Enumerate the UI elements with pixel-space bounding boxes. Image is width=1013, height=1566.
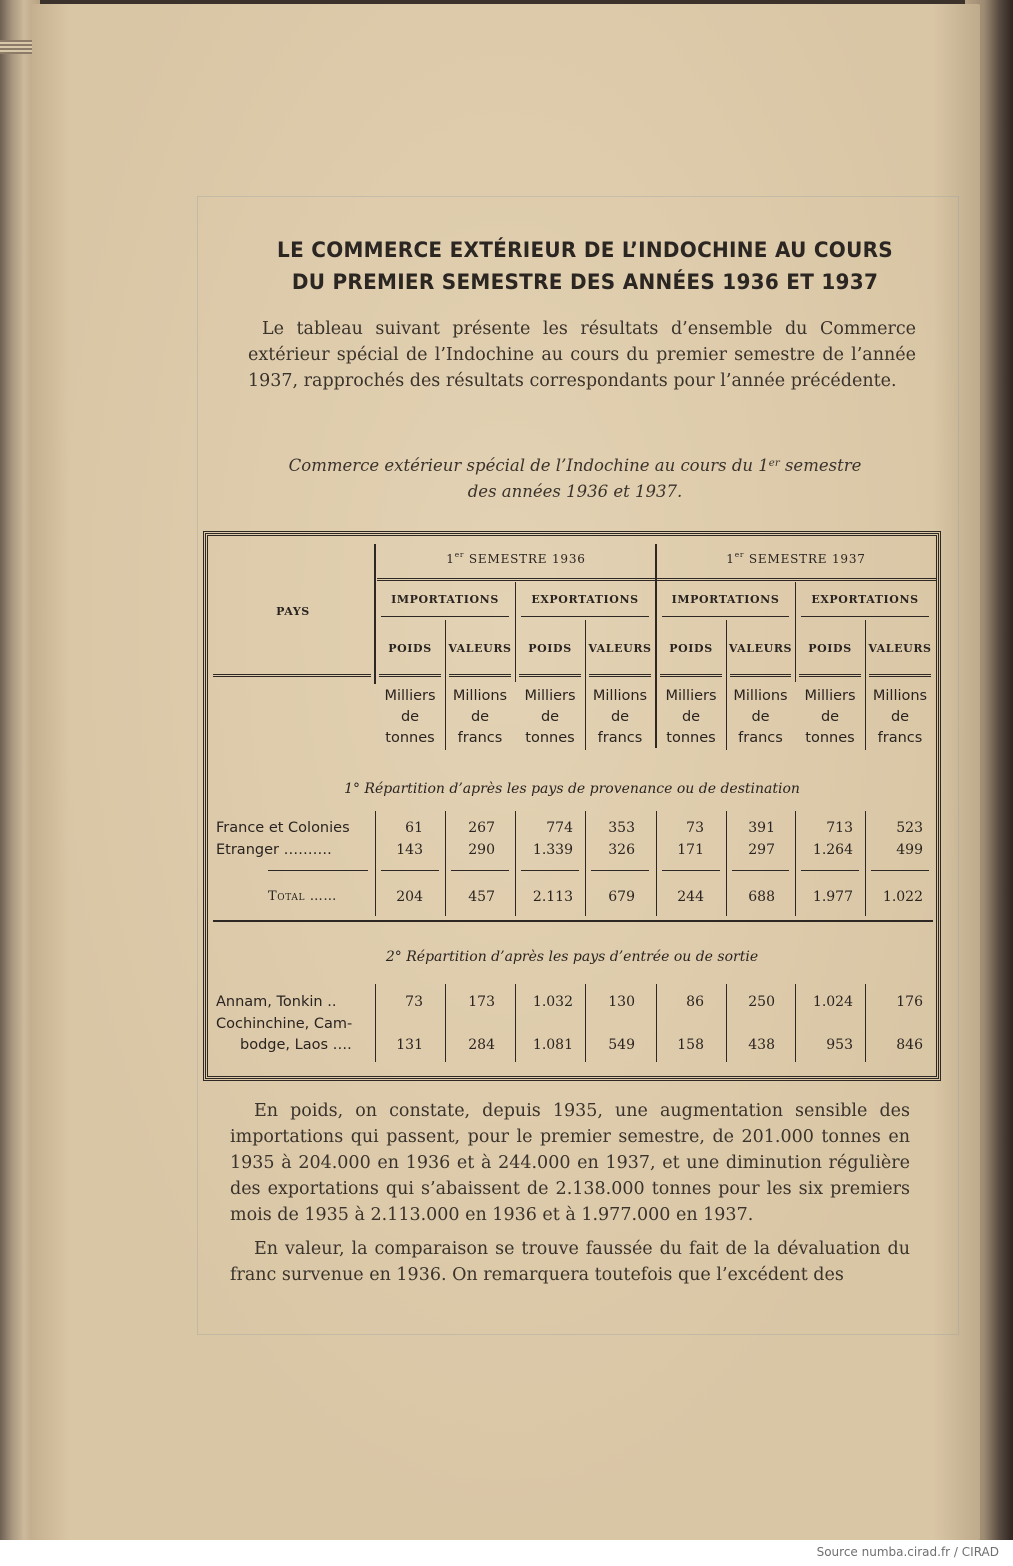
value-total: 457 bbox=[468, 889, 495, 905]
sub-underline bbox=[449, 674, 511, 675]
sub-header: VALEURS bbox=[868, 642, 932, 655]
unit-label: francs bbox=[738, 730, 783, 746]
sub-underline bbox=[660, 674, 722, 675]
value-france-colonies: 73 bbox=[686, 820, 704, 836]
group-underline bbox=[662, 616, 789, 617]
value-annam-tonkin: 1.032 bbox=[532, 994, 573, 1010]
source-credit: Source numba.cirad.fr / CIRAD bbox=[816, 1545, 999, 1559]
unit-label: Milliers bbox=[384, 688, 436, 704]
value-total: 1.977 bbox=[812, 889, 853, 905]
row-label-etranger: Etranger ………. bbox=[216, 842, 332, 858]
intro-paragraph: Le tableau suivant présente les résultats d’ensemble du Commerce extérieur spécial de l’Indochine au cours du premier semestre de l’année 1937, rapprochés des résultats correspondants pour l’année précédente. bbox=[248, 319, 916, 391]
sub-header: VALEURS bbox=[728, 642, 793, 655]
unit-label: Milliers bbox=[665, 688, 717, 704]
group-underline bbox=[381, 616, 509, 617]
unit-label: de bbox=[890, 709, 910, 725]
group-underline bbox=[521, 616, 649, 617]
value-total: 688 bbox=[748, 889, 775, 905]
value-total: 204 bbox=[396, 889, 423, 905]
value-cochinchine-cambodge-laos: 158 bbox=[677, 1037, 704, 1053]
unit-label: tonnes bbox=[525, 730, 575, 746]
value-france-colonies: 353 bbox=[608, 820, 635, 836]
value-annam-tonkin: 73 bbox=[405, 994, 423, 1010]
value-total: 244 bbox=[677, 889, 704, 905]
group-divider bbox=[795, 582, 796, 682]
paragraph-poids: En poids, on constate, depuis 1935, une augmentation sensible des importations qui passent, pour le premier semestre, de 201.000 tonnes en 1935 à 204.000 en 1936 et à 244.000 en 1937, et une diminution régulière des exportations qui s’abaissent de 2.138.000 tonnes pour les six premiers mois de 1935 à 2.113.000 en 1936 et à 1.977.000 en 1937. bbox=[230, 1101, 910, 1225]
unit-label: Millions bbox=[592, 688, 648, 704]
value-cochinchine-cambodge-laos: 549 bbox=[608, 1037, 635, 1053]
unit-label: Millions bbox=[452, 688, 508, 704]
total-rule bbox=[268, 870, 368, 871]
row-label-cochinchine-2: bodge, Laos …. bbox=[240, 1037, 352, 1053]
value-cochinchine-cambodge-laos: 1.081 bbox=[532, 1037, 573, 1053]
value-annam-tonkin: 250 bbox=[748, 994, 775, 1010]
group-header: IMPORTATIONS bbox=[391, 593, 499, 606]
group-divider bbox=[375, 582, 376, 682]
row-label-annam-tonkin: Annam, Tonkin .. bbox=[216, 994, 337, 1010]
group-divider bbox=[515, 582, 516, 682]
pays-header: PAYS bbox=[276, 605, 310, 618]
value-cochinchine-cambodge-laos: 846 bbox=[896, 1037, 923, 1053]
sub-underline bbox=[799, 674, 861, 675]
value-etranger: 171 bbox=[677, 842, 704, 858]
row-label-total: Total …… bbox=[268, 889, 337, 904]
row-label-france-colonies: France et Colonies bbox=[216, 820, 350, 836]
unit-label: francs bbox=[597, 730, 643, 746]
sub-underline bbox=[519, 674, 581, 675]
value-france-colonies: 523 bbox=[896, 820, 923, 836]
value-france-colonies: 391 bbox=[748, 820, 775, 836]
value-etranger: 1.264 bbox=[812, 842, 853, 858]
unit-label: de bbox=[540, 709, 560, 725]
sub-underline bbox=[519, 676, 581, 677]
unit-label: tonnes bbox=[666, 730, 716, 746]
value-annam-tonkin: 130 bbox=[608, 994, 635, 1010]
unit-label: Milliers bbox=[524, 688, 576, 704]
unit-label: tonnes bbox=[385, 730, 435, 746]
value-france-colonies: 267 bbox=[468, 820, 495, 836]
unit-label: francs bbox=[877, 730, 923, 746]
value-etranger: 1.339 bbox=[532, 842, 573, 858]
unit-label: de bbox=[470, 709, 490, 725]
value-france-colonies: 774 bbox=[546, 820, 573, 836]
title-line-2: DU PREMIER SEMESTRE DES ANNÉES 1936 ET 1937 bbox=[291, 270, 879, 295]
sub-header: POIDS bbox=[669, 642, 713, 655]
value-cochinchine-cambodge-laos: 953 bbox=[826, 1037, 853, 1053]
sub-underline bbox=[379, 676, 441, 677]
sub-underline bbox=[730, 676, 791, 677]
sub-underline bbox=[449, 676, 511, 677]
sub-underline bbox=[660, 676, 722, 677]
value-annam-tonkin: 173 bbox=[468, 994, 495, 1010]
sub-underline bbox=[589, 676, 651, 677]
sub-underline bbox=[799, 676, 861, 677]
unit-label: de bbox=[610, 709, 630, 725]
unit-label: de bbox=[820, 709, 840, 725]
paragraph-valeur: En valeur, la comparaison se trouve faussée du fait de la dévaluation du franc survenue en 1936. On remarquera toutefois que l’excédent des bbox=[230, 1239, 910, 1285]
table-caption: Commerce extérieur spécial de l’Indochine au cours du 1er semestre des années 1936 et 1937. bbox=[288, 456, 862, 501]
sub-header: VALEURS bbox=[588, 642, 652, 655]
semester-1936-header: 1er SEMESTRE 1936 bbox=[446, 550, 586, 566]
group-header: EXPORTATIONS bbox=[531, 593, 639, 606]
section-1-label: 1° Répartition d’après les pays de provenance ou de destination bbox=[344, 781, 800, 797]
value-cochinchine-cambodge-laos: 438 bbox=[748, 1037, 775, 1053]
unit-label: Millions bbox=[733, 688, 788, 704]
value-annam-tonkin: 176 bbox=[896, 994, 923, 1010]
total-rule bbox=[871, 870, 929, 871]
sub-header: POIDS bbox=[528, 642, 572, 655]
value-total: 2.113 bbox=[532, 889, 573, 905]
sub-underline bbox=[730, 674, 791, 675]
unit-label: de bbox=[400, 709, 420, 725]
total-rule bbox=[662, 870, 720, 871]
sub-header: POIDS bbox=[808, 642, 852, 655]
total-rule bbox=[451, 870, 509, 871]
value-etranger: 143 bbox=[396, 842, 423, 858]
value-cochinchine-cambodge-laos: 131 bbox=[396, 1037, 423, 1053]
trade-table bbox=[205, 533, 939, 1079]
value-france-colonies: 61 bbox=[405, 820, 423, 836]
value-cochinchine-cambodge-laos: 284 bbox=[468, 1037, 495, 1053]
unit-label: francs bbox=[457, 730, 503, 746]
title-line-1: LE COMMERCE EXTÉRIEUR DE L’INDOCHINE AU COURS bbox=[277, 238, 893, 263]
value-etranger: 326 bbox=[608, 842, 635, 858]
sub-header: POIDS bbox=[388, 642, 432, 655]
group-header: EXPORTATIONS bbox=[811, 593, 919, 606]
value-france-colonies: 713 bbox=[826, 820, 853, 836]
value-annam-tonkin: 1.024 bbox=[812, 994, 853, 1010]
sub-underline bbox=[379, 674, 441, 675]
unit-label: Millions bbox=[872, 688, 928, 704]
section-2-label: 2° Répartition d’après les pays d’entrée ou de sortie bbox=[385, 949, 759, 965]
total-rule bbox=[381, 870, 439, 871]
sub-underline bbox=[869, 674, 931, 675]
value-etranger: 290 bbox=[468, 842, 495, 858]
sub-underline bbox=[869, 676, 931, 677]
sub-underline bbox=[589, 674, 651, 675]
total-rule bbox=[521, 870, 579, 871]
total-rule bbox=[732, 870, 789, 871]
value-etranger: 499 bbox=[896, 842, 923, 858]
semester-1937-header: 1er SEMESTRE 1937 bbox=[726, 550, 866, 566]
unit-label: Milliers bbox=[804, 688, 856, 704]
value-total: 679 bbox=[608, 889, 635, 905]
unit-label: de bbox=[751, 709, 770, 725]
value-annam-tonkin: 86 bbox=[686, 994, 704, 1010]
sub-header: VALEURS bbox=[448, 642, 512, 655]
unit-label: de bbox=[681, 709, 701, 725]
total-rule bbox=[801, 870, 859, 871]
value-etranger: 297 bbox=[748, 842, 775, 858]
value-total: 1.022 bbox=[882, 889, 923, 905]
row-label-cochinchine-1: Cochinchine, Cam- bbox=[216, 1016, 353, 1032]
group-underline bbox=[801, 616, 929, 617]
group-header: IMPORTATIONS bbox=[671, 593, 780, 606]
total-rule bbox=[591, 870, 649, 871]
unit-label: tonnes bbox=[805, 730, 855, 746]
